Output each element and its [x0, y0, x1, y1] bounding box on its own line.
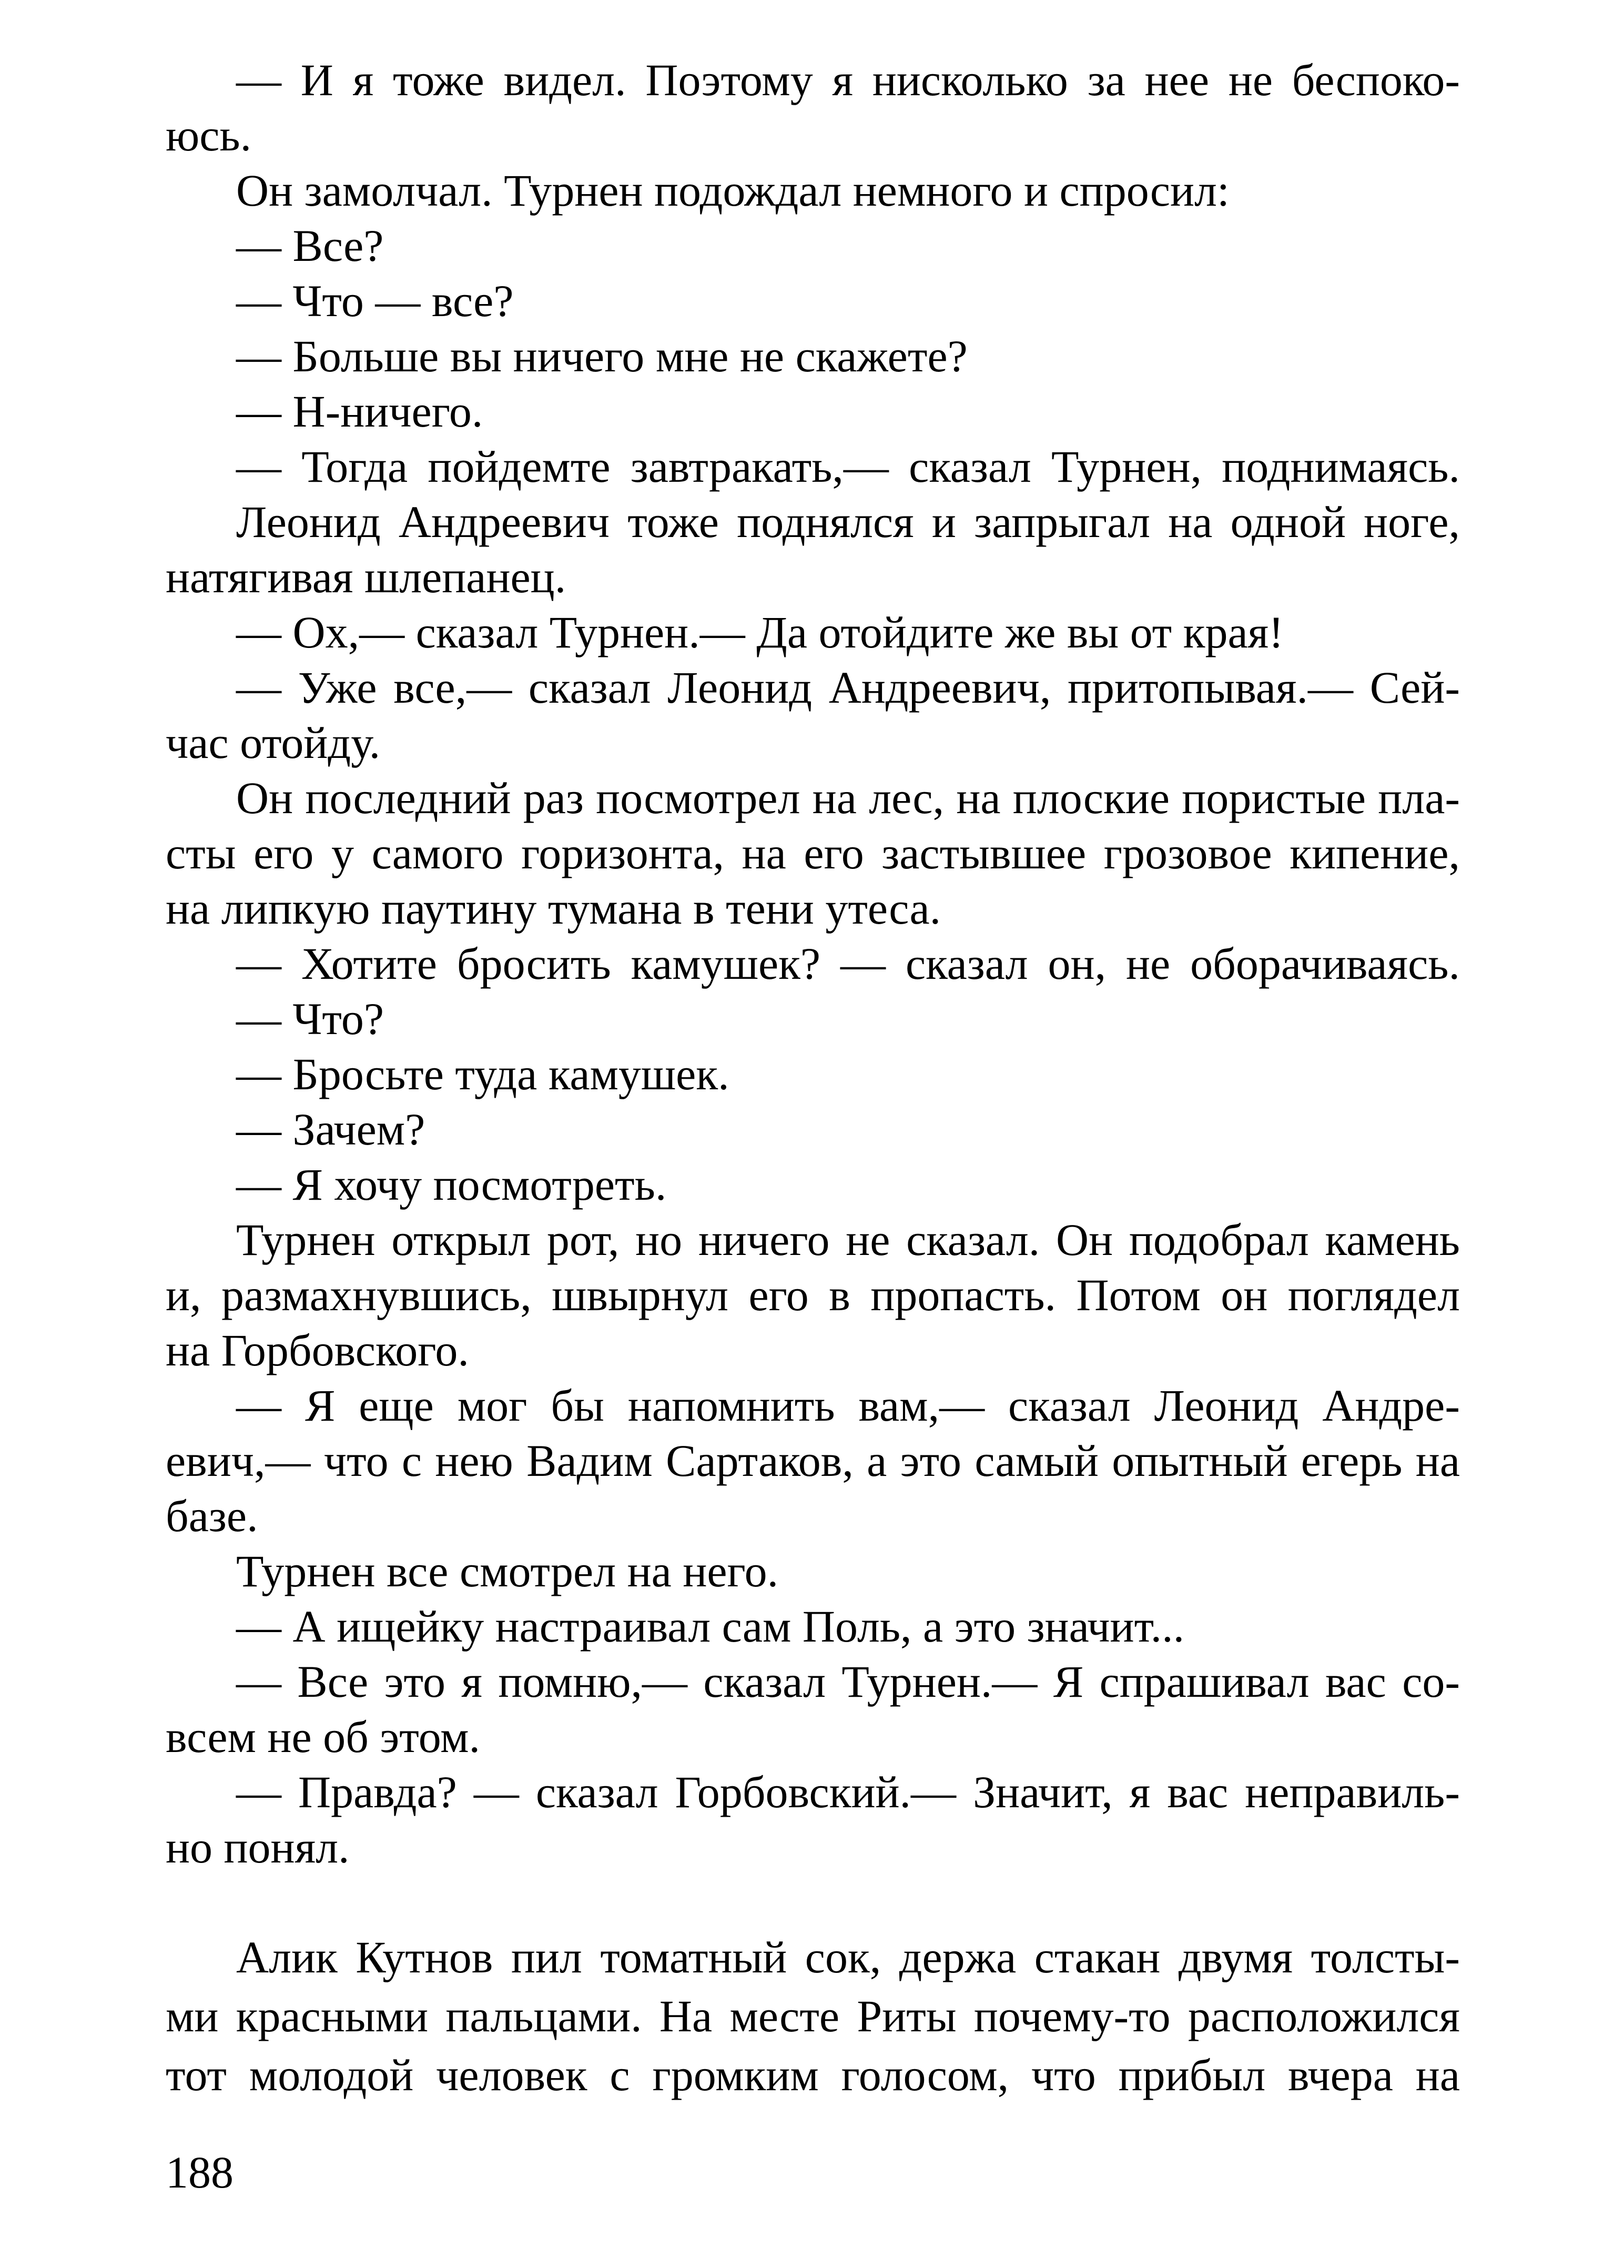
- text-line: Он последний раз посмотрел на лес, на плоские пористые пла-: [236, 773, 1460, 823]
- text-line: — Все это я помню,— сказал Турнен.— Я спрашивал вас со-: [236, 1656, 1460, 1707]
- text-line: Турнен открыл рот, но ничего не сказал. Он подобрал камень: [236, 1214, 1460, 1265]
- text-line: — Я хочу посмотреть.: [236, 1159, 667, 1210]
- text-line: — Тогда пойдемте завтракать,— сказал Турнен, поднимаясь.: [236, 441, 1460, 492]
- text-line: Алик Кутнов пил томатный сок, держа стакан двумя толсты-: [236, 1932, 1460, 1982]
- text-line: — Н-ничего.: [236, 386, 483, 437]
- text-line: Леонид Андреевич тоже поднялся и запрыгал на одной ноге,: [236, 497, 1460, 547]
- text-line: — Правда? — сказал Горбовский.— Значит, я вас неправиль-: [236, 1767, 1460, 1817]
- text-line: всем не об этом.: [166, 1712, 481, 1762]
- text-line: на липкую паутину тумана в тени утеса.: [166, 883, 941, 934]
- text-line: натягивая шлепанец.: [166, 552, 566, 602]
- text-line: базе.: [166, 1491, 258, 1541]
- text-line: Турнен все смотрел на него.: [236, 1546, 779, 1596]
- page-number: 188: [166, 2147, 234, 2198]
- text-line: — Что?: [236, 994, 384, 1044]
- text-line: но понял.: [166, 1822, 350, 1872]
- text-line: час отойду.: [166, 717, 381, 768]
- text-line: — И я тоже видел. Поэтому я нисколько за нее не беспоко-: [236, 55, 1460, 105]
- text-line: юсь.: [166, 110, 252, 160]
- text-line: — Ох,— сказал Турнен.— Да отойдите же вы от края!: [236, 607, 1284, 657]
- text-line: и, размахнувшись, швырнул его в пропасть. Потом он поглядел: [166, 1270, 1460, 1320]
- text-line: Он замолчал. Турнен подождал немного и спросил:: [236, 165, 1230, 216]
- text-line: — Хотите бросить камушек? — сказал он, не оборачиваясь.: [236, 938, 1460, 989]
- section-break: [166, 1875, 1460, 1928]
- text-line: — Уже все,— сказал Леонид Андреевич, притопывая.— Сей-: [236, 662, 1460, 713]
- text-line: ми красными пальцами. На месте Риты почему-то расположился: [166, 1991, 1460, 2041]
- text-line: на Горбовского.: [166, 1325, 469, 1375]
- text-line: — Я еще мог бы напомнить вам,— сказал Леонид Андре-: [236, 1380, 1460, 1431]
- text-line: — А ищейку настраивал сам Поль, а это значит...: [236, 1601, 1185, 1652]
- text-line: сты его у самого горизонта, на его застывшее грозовое кипение,: [166, 828, 1460, 878]
- page-text: [166, 53, 1460, 2104]
- text-line: евич,— что с нею Вадим Сартаков, а это самый опытный егерь на: [166, 1435, 1460, 1486]
- text-line: — Бросьте туда камушек.: [236, 1049, 729, 1099]
- text-line: — Все?: [236, 220, 384, 271]
- text-line: тот молодой человек с громким голосом, что прибыл вчера на: [166, 2050, 1460, 2100]
- text-line: — Больше вы ничего мне не скажете?: [236, 331, 968, 381]
- text-line: — Что — все?: [236, 276, 514, 326]
- text-line: — Зачем?: [236, 1104, 425, 1155]
